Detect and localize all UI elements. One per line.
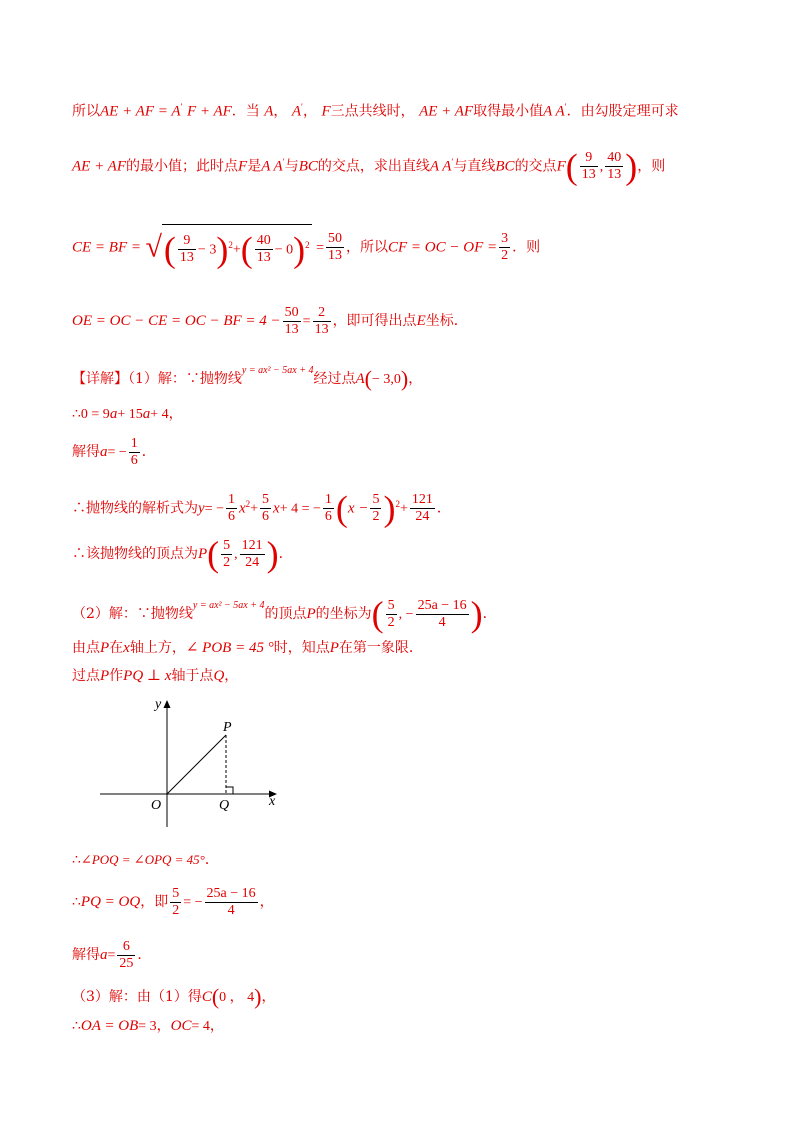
detail-line-2: ∴0 = 9a+ 15a+ 4，	[72, 406, 183, 422]
detail-line-3: 解得a= − $\frac{1}{6}$ ．	[72, 435, 156, 468]
text: ，则	[637, 158, 666, 175]
detail-line-1: 【详解】（1）解：∵抛物线$^{y = ax^2 - 5ax + 4}$经过点A(− 3,0)，	[72, 365, 423, 391]
q-label: Q	[219, 798, 230, 813]
text: 的交点，求出直线	[317, 158, 430, 175]
math: F + AF	[186, 103, 232, 120]
segment-op	[167, 735, 226, 794]
coordinate-figure	[95, 692, 290, 832]
detail-line-12: （3）解：由（1）得C(0 ， 4)，	[72, 984, 276, 1009]
detail-label: 【详解】	[72, 371, 128, 387]
o-label: O	[151, 798, 162, 813]
solution-line-2: AE + AF的最小值；此时点F是A A′与BC的交点，求出直线A A′与直线BC的交点F( $\frac{9}{13}$ , $\frac{40}{13}$ )，则	[72, 146, 666, 187]
text: 是	[247, 158, 262, 175]
detail-line-13: ∴OA = OB= 3，OC= 4，	[72, 1018, 224, 1034]
text: （1）解：∵抛物线	[128, 371, 242, 387]
math: BC	[495, 158, 515, 175]
text: 的交点	[514, 158, 557, 175]
solution-line-1: 所以AE + AF = A′ F + AF．当 A， A′， F三点共线时， AE + AF取得最小值A A′．由勾股定理可求	[72, 102, 679, 120]
detail-line-4: ∴抛物线的解析式为y= − $\frac{1}{6}$ $x^2+$ $\frac{5}{6}$ x+ 4 = − $\frac{1}{6}$ (x − $\frac{5}{2}$ )$^2$+ $\frac{121}{24}$ ．	[72, 488, 451, 529]
math: AE + AF = A	[100, 103, 181, 120]
x-label: x	[269, 794, 276, 809]
math: A	[264, 103, 274, 120]
text: 与直线	[453, 158, 496, 175]
math: y = ax² − 5ax + 4	[241, 365, 314, 376]
math: A	[291, 103, 302, 120]
detail-line-5: ∴该抛物线的顶点为P( $\frac{5}{2}$ , $\frac{121}{24}$ )．	[72, 534, 293, 574]
math: F	[556, 158, 566, 175]
fraction: $\frac{40}{13}$	[607, 150, 622, 183]
solution-line-3: CE = BF = √( $\frac{9}{13}$ − 3)$^2$+( $\frac{40}{13}$ − 0)$^2$ = $\frac{50}{13}$ ，所以CF = OC − OF = $\frac{3}{2}$ ．则	[72, 224, 540, 271]
math: A A	[543, 103, 565, 120]
text: 经过点	[313, 371, 356, 387]
math: CF = OC − OF =	[388, 239, 498, 256]
math: AE + AF	[419, 103, 474, 120]
detail-line-11: 解得a= $\frac{6}{25}$ ．	[72, 938, 152, 971]
text: 的最小值；此时点	[126, 158, 239, 175]
text: ．由勾股定理可求	[566, 103, 679, 120]
math: A A	[429, 158, 452, 175]
text: 三点共线时，	[330, 103, 415, 120]
text: 取得最小值	[473, 103, 544, 120]
text: ，所以	[346, 239, 388, 256]
text: ，	[273, 103, 288, 120]
right-angle-mark	[226, 787, 233, 794]
detail-line-6: （2）解：∵抛物线$^{y = ax^2 - 5ax + 4}$的顶点P的坐标为( $\frac{5}{2}$ , − $\frac{25a - 16}{4}$ )．	[72, 594, 497, 634]
text: 与	[284, 158, 299, 175]
math: A A	[261, 158, 283, 175]
text: ，即可得出点	[332, 313, 417, 329]
p-label: P	[223, 720, 232, 735]
sqrt: ( $\frac{9}{13}$ − 3)$^2$+( $\frac{40}{13}$ − 0)$^2$	[162, 224, 312, 271]
math: F	[238, 158, 248, 175]
math: CE = BF =	[72, 239, 141, 256]
y-axis-arrow-icon	[164, 700, 171, 708]
detail-line-9: ∴∠POQ = ∠OPQ = 45°．	[72, 852, 219, 868]
math: A	[355, 371, 365, 387]
y-label: y	[155, 697, 162, 712]
text: ，	[303, 103, 317, 120]
fraction: $\frac{9}{13}$	[581, 150, 596, 183]
math: OE = OC − CE = OC − BF = 4 −	[72, 313, 281, 329]
math: E	[416, 313, 426, 329]
detail-line-8: 过点P作PQ ⊥ x轴于点Q，	[72, 668, 239, 684]
math: F	[321, 103, 331, 120]
text: 所以	[72, 103, 100, 120]
detail-line-10: ∴PQ = OQ，即 $\frac{5}{2}$ = − $\frac{25a - 16}{4}$ ，	[72, 885, 274, 918]
math: AE + AF	[72, 158, 127, 175]
text: ．则	[512, 239, 541, 256]
detail-line-7: 由点P在x轴上方，∠ POB = 45 °时，知点P在第一象限．	[72, 640, 423, 656]
text: 坐标．	[425, 313, 468, 329]
solution-line-4: OE = OC − CE = OC − BF = 4 − $\frac{50}{13}$ = $\frac{2}{13}$ ，即可得出点E坐标．	[72, 304, 468, 337]
text: ．当	[231, 103, 260, 120]
math: BC	[298, 158, 318, 175]
